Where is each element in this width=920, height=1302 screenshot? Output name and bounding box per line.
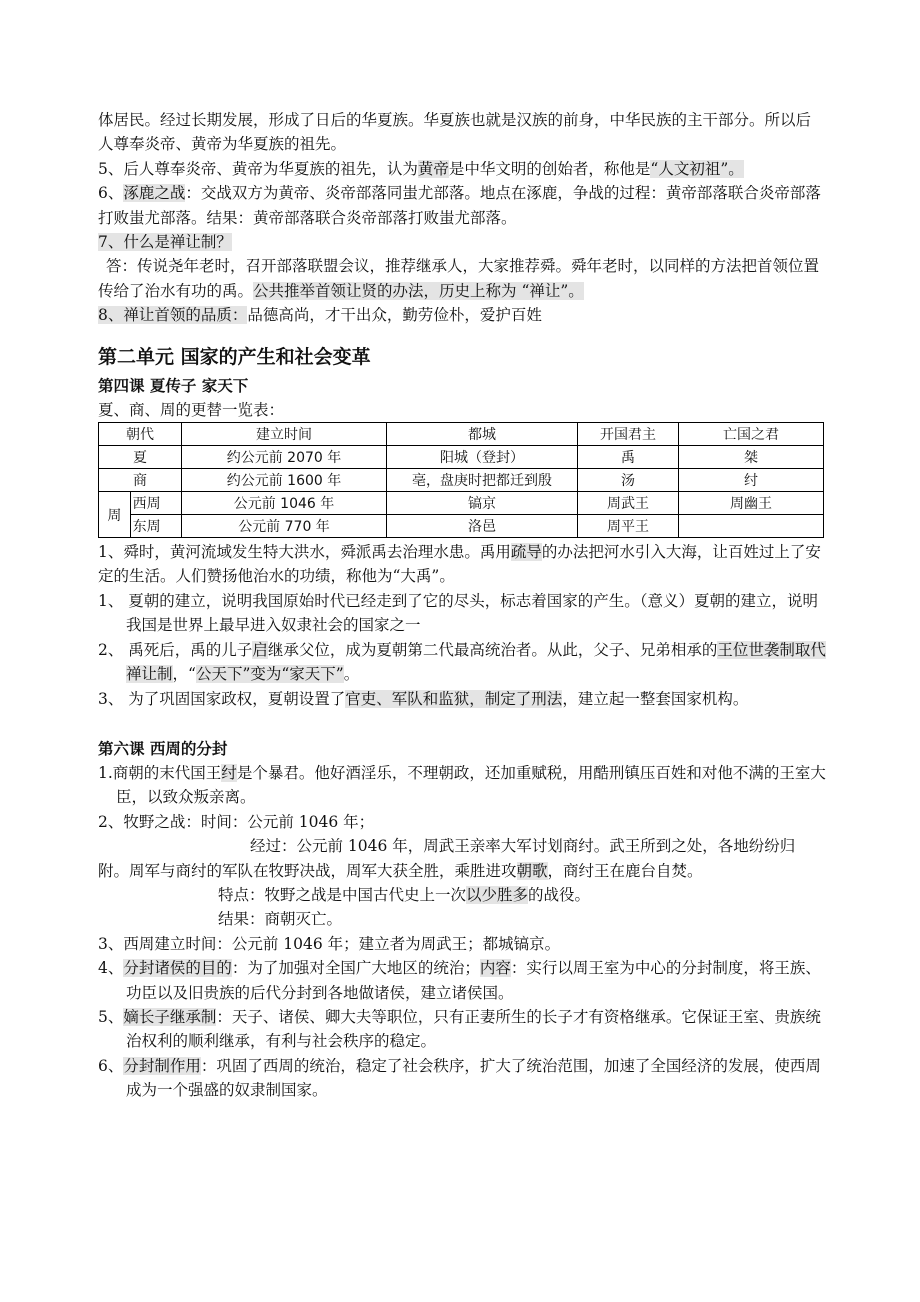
lesson-6-item-5 bbox=[98, 1005, 826, 1054]
text: 6、 bbox=[98, 184, 124, 203]
text: ：为了加强对全国广大地区的统治； bbox=[231, 959, 480, 978]
lesson-6-item-4 bbox=[98, 956, 826, 1005]
table-cell: 公元前 1046 年 bbox=[182, 492, 387, 515]
intro-item-7-answer bbox=[98, 254, 826, 303]
table-cell: 亳，盘庚时把都迁到殷 bbox=[387, 469, 578, 492]
text: 5、后人尊奉炎帝、黄帝为华夏族的祖先，认为 bbox=[98, 159, 418, 178]
text: 2、 禹死后，禹的儿子 bbox=[98, 640, 253, 659]
highlight-renwen-chuzu: “人文初祖”。 bbox=[650, 159, 744, 178]
text: 的办法把河水引入大海，让百姓过上了安定的生活。人们赞扬他治水的功绩，称他为“大禹”。 bbox=[98, 543, 821, 586]
highlight-shudao: 疏导 bbox=[510, 543, 542, 562]
text: ：交战双方为黄帝、炎帝部落同蚩尤部落。地点在涿鹿，争战的过程：黄帝部落联合炎帝部落打败蚩尤部落。结果：黄帝部落联合炎帝部落打败蚩尤部落。 bbox=[98, 184, 821, 227]
highlight-fenfeng-mudi: 分封诸侯的目的 bbox=[123, 959, 232, 978]
text: 是个暴君。他好酒淫乐，不理朝政，还加重赋税，用酷刑镇压百姓和对他不满的王室大臣，以致众叛亲离。 bbox=[116, 763, 826, 807]
table-cell: 汤 bbox=[578, 469, 679, 492]
text: 品德高尚，才干出众，勤劳俭朴，爱护百姓 bbox=[247, 306, 542, 325]
header-cell: 朝代 bbox=[99, 423, 182, 446]
text: 4、 bbox=[98, 959, 124, 978]
table-cell: 东周 bbox=[130, 515, 181, 538]
text: 6、 bbox=[98, 1056, 124, 1075]
highlight-quality-label: 8、禅让首领的品质： bbox=[98, 306, 248, 325]
lesson-4-item-4 bbox=[98, 687, 826, 711]
highlight-zhaoge: 朝歌 bbox=[516, 861, 548, 880]
header-cell: 建立时间 bbox=[182, 423, 387, 446]
text: 经过：公元前 1046 年，周武王亲率大军讨划商纣。武王所到之处，各地纷纷归附。周军与商纣的军队在牧野决战，周军大获全胜，乘胜进攻 bbox=[98, 837, 796, 880]
table-row bbox=[99, 492, 824, 515]
highlight-zhou: 纣 bbox=[221, 763, 237, 782]
lesson-4-item-1 bbox=[98, 540, 826, 589]
table-cell: 洛邑 bbox=[387, 515, 578, 538]
text: ：实行以周王室为中心的分封制度，将王族、功臣以及旧贵族的后代分封到各地做诸侯，建立诸侯国。 bbox=[126, 959, 821, 1002]
text: 。 bbox=[343, 665, 360, 684]
highlight-jiatianxia: 公天下”变为“家天下” bbox=[195, 665, 344, 684]
text: 1、舜时，黄河流域发生特大洪水，舜派禹去治理水患。禹用 bbox=[98, 543, 511, 562]
table-row bbox=[99, 469, 824, 492]
highlight-question: 7、什么是禅让制？ bbox=[98, 233, 232, 252]
highlight-shixi: 王位世袭制取代禅让制 bbox=[126, 640, 826, 684]
text: ，“ bbox=[172, 665, 196, 684]
lesson-6-item-2-feature bbox=[98, 883, 826, 907]
header-cell: 亡国之君 bbox=[679, 423, 824, 446]
text: 特点：牧野之战是中国古代史上一次 bbox=[218, 885, 467, 904]
table-row bbox=[99, 446, 824, 469]
text: ：天子、诸侯、卿大夫等职位，只有正妻所生的长子才有资格继承。它保证王室、贵族统治权利的顺利继承，有利与社会秩序的稳定。 bbox=[126, 1007, 821, 1051]
text: 的战役。 bbox=[528, 885, 591, 904]
table-cell: 镐京 bbox=[387, 492, 578, 515]
intro-item-6 bbox=[98, 181, 826, 230]
highlight-neirong: 内容 bbox=[479, 959, 511, 978]
highlight-zhuolu: 涿鹿之战 bbox=[123, 184, 186, 203]
unit-title: 第二单元 国家的产生和社会变革 bbox=[98, 345, 371, 368]
table-cell: 禹 bbox=[578, 446, 679, 469]
table-cell: 夏 bbox=[99, 446, 182, 469]
header-cell: 都城 bbox=[387, 423, 578, 446]
lesson-6-title: 第六课 西周的分封 bbox=[98, 739, 228, 758]
intro-item-5 bbox=[98, 157, 826, 181]
highlight-yishaoshengduo: 以少胜多 bbox=[466, 885, 529, 904]
lesson-6-item-2-process bbox=[98, 834, 826, 883]
lesson-6-item-1 bbox=[98, 761, 826, 810]
table-cell: 公元前 770 年 bbox=[182, 515, 387, 538]
highlight-fenfeng-zuoyong: 分封制作用 bbox=[123, 1056, 201, 1075]
text: ，建立起一整套国家机构。 bbox=[562, 689, 749, 708]
highlight-qi: 启 bbox=[252, 640, 268, 659]
table-cell: 周幽王 bbox=[679, 492, 824, 515]
lesson-4-title: 第四课 夏传子 家天下 bbox=[98, 376, 249, 395]
highlight-shanrang: 公共推举首领让贤的办法，历史上称为 “禅让”。 bbox=[253, 281, 584, 300]
table-cell: 桀 bbox=[679, 446, 824, 469]
table-cell: 周平王 bbox=[578, 515, 679, 538]
table-caption: 夏、商、周的更替一览表： bbox=[98, 400, 285, 419]
lesson-6-item-2-result: 结果：商朝灭亡。 bbox=[218, 910, 343, 929]
text: 继承父位，成为夏朝第二代最高统治者。从此，父子、兄弟相承的 bbox=[267, 640, 718, 659]
text: 是中华文明的创始者，称他是 bbox=[448, 159, 651, 178]
table-cell: 周 bbox=[99, 492, 131, 538]
table-cell: 约公元前 1600 年 bbox=[182, 469, 387, 492]
lesson-4-item-2: 1、 夏朝的建立，说明我国原始时代已经走到了它的尽头，标志着国家的产生。（意义）夏朝的建立，说明我国是世界上最早进入奴隶社会的国家之一 bbox=[98, 591, 819, 635]
dynasty-table bbox=[98, 422, 824, 538]
table-cell: 西周 bbox=[130, 492, 181, 515]
table-header-row bbox=[99, 423, 824, 446]
highlight-guanli: 官吏、军队和监狱，制定了刑法 bbox=[345, 689, 563, 708]
table-cell: 阳城（登封） bbox=[387, 446, 578, 469]
highlight-huangdi: 黄帝 bbox=[417, 159, 449, 178]
document-page bbox=[98, 108, 826, 1103]
lesson-6-item-2-time: 2、牧野之战：时间：公元前 1046 年； bbox=[98, 812, 375, 831]
text: 1.商朝的末代国王 bbox=[98, 763, 222, 782]
text: 答：传说尧年老时，召开部落联盟会议，推荐继承人，大家推荐舜。舜年老时，以同样的方法把首领位置传给了治水有功的禹。 bbox=[98, 257, 820, 300]
text: ：巩固了西周的统治，稳定了社会秩序，扩大了统治范围，加速了全国经济的发展，使西周成为一个强盛的奴隶制国家。 bbox=[126, 1056, 821, 1100]
header-cell: 开国君主 bbox=[578, 423, 679, 446]
intro-item-8 bbox=[98, 303, 826, 327]
table-cell: 约公元前 2070 年 bbox=[182, 446, 387, 469]
lesson-6-item-6 bbox=[98, 1054, 826, 1103]
text: 3、 为了巩固国家政权，夏朝设置了 bbox=[98, 689, 346, 708]
lesson-6-item-3: 3、西周建立时间：公元前 1046 年；建立者为周武王；都城镐京。 bbox=[98, 934, 561, 953]
intro-paragraph: 体居民。经过长期发展，形成了日后的华夏族。华夏族也就是汉族的前身，中华民族的主干部分。所以后人尊奉炎帝、黄帝为华夏族的祖先。 bbox=[98, 111, 812, 154]
text: 5、 bbox=[98, 1007, 124, 1026]
table-cell bbox=[679, 515, 824, 538]
text: ，商纣王在鹿台自焚。 bbox=[547, 861, 703, 880]
table-cell: 周武王 bbox=[578, 492, 679, 515]
table-row bbox=[99, 515, 824, 538]
intro-item-7-question bbox=[98, 230, 826, 254]
table-cell: 商 bbox=[99, 469, 182, 492]
table-cell: 纣 bbox=[679, 469, 824, 492]
highlight-dizhangzi: 嫡长子继承制 bbox=[123, 1007, 217, 1026]
lesson-4-item-3 bbox=[98, 638, 826, 687]
